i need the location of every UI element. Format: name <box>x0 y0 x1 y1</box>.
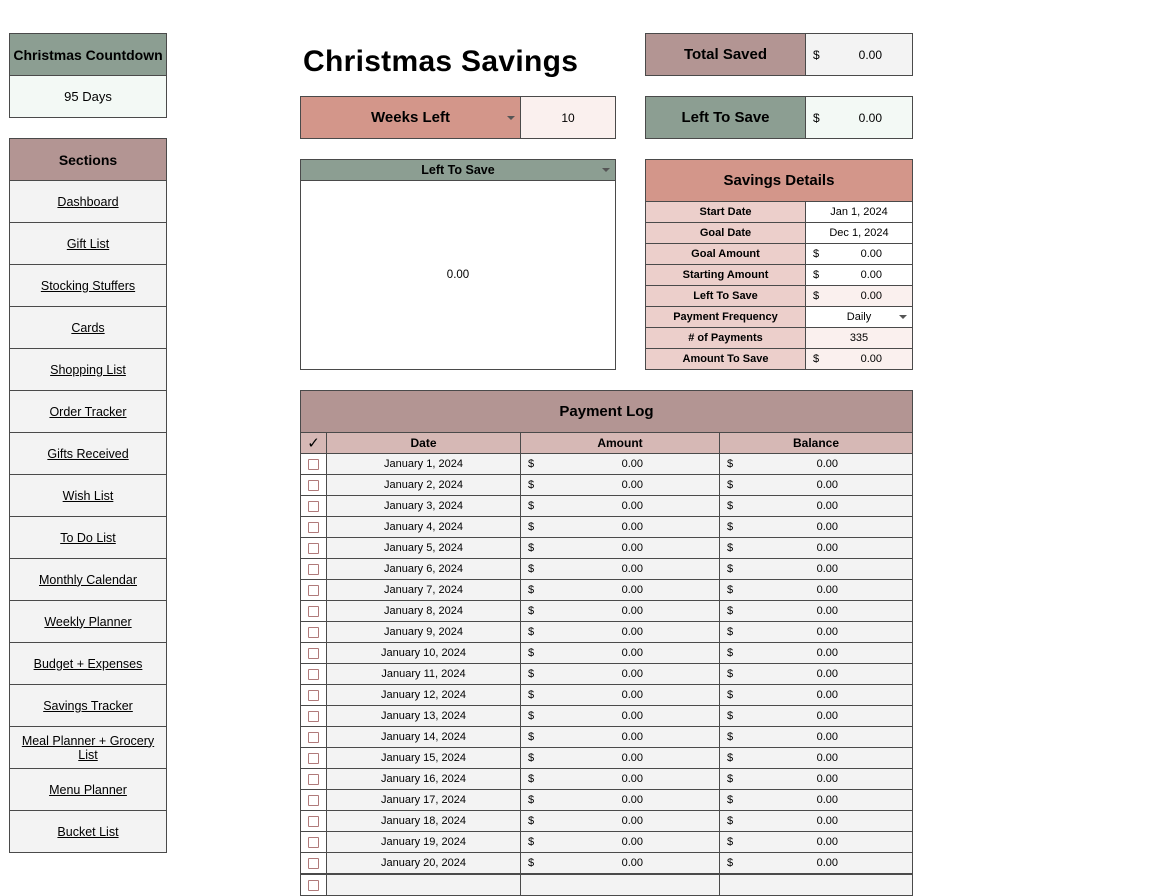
table-row <box>300 831 913 853</box>
nav-link-wish-list[interactable]: Wish List <box>9 474 167 517</box>
currency-symbol: $ <box>813 353 820 365</box>
balance-value: 0.00 <box>816 731 838 743</box>
currency-symbol: $ <box>727 605 734 617</box>
nav-link-savings-tracker[interactable]: Savings Tracker <box>9 684 167 727</box>
start-date-value[interactable]: Jan 1, 2024 <box>805 201 913 223</box>
paid-checkbox-cell[interactable] <box>300 453 327 475</box>
table-row <box>300 852 913 874</box>
nav-link-gift-list[interactable]: Gift List <box>9 222 167 265</box>
nav-link-shopping-list[interactable]: Shopping List <box>9 348 167 391</box>
paid-checkbox-cell[interactable] <box>300 495 327 517</box>
payment-date <box>326 874 521 896</box>
amount-to-save-value <box>805 348 913 370</box>
paid-checkbox-cell[interactable] <box>300 768 327 790</box>
payment-balance <box>719 852 913 874</box>
table-row <box>300 516 913 538</box>
currency-symbol: $ <box>813 269 820 281</box>
payment-amount[interactable] <box>520 831 720 853</box>
chart-value-label: 0.00 <box>446 269 470 281</box>
currency-symbol: $ <box>528 479 535 491</box>
payment-date: January 19, 2024 <box>326 831 521 853</box>
chart-metric-select[interactable] <box>300 159 616 181</box>
payment-amount[interactable] <box>520 495 720 517</box>
checkbox-icon[interactable] <box>308 880 319 891</box>
paid-checkbox-cell[interactable] <box>300 558 327 580</box>
table-row <box>300 663 913 685</box>
payment-balance <box>719 726 913 748</box>
chart-metric-label: Left To Save <box>421 163 495 177</box>
payment-date: January 18, 2024 <box>326 810 521 832</box>
amount-value: 0.00 <box>621 668 643 680</box>
nav-link-to-do-list[interactable]: To Do List <box>9 516 167 559</box>
paid-checkbox-cell[interactable] <box>300 874 327 896</box>
payment-date: January 6, 2024 <box>326 558 521 580</box>
weeks-left-value: 10 <box>520 96 616 139</box>
nav-link-cards[interactable]: Cards <box>9 306 167 349</box>
payment-balance <box>719 516 913 538</box>
balance-value: 0.00 <box>816 857 838 869</box>
nav-link-budget-expenses[interactable]: Budget + Expenses <box>9 642 167 685</box>
currency-symbol: $ <box>528 689 535 701</box>
payment-balance <box>719 810 913 832</box>
currency-symbol: $ <box>727 689 734 701</box>
table-row <box>300 705 913 727</box>
paid-checkbox-cell[interactable] <box>300 474 327 496</box>
countdown-value: 95 Days <box>9 75 167 118</box>
checkbox-icon[interactable] <box>308 690 319 701</box>
starting-amount-value[interactable] <box>805 264 913 286</box>
currency-symbol: $ <box>528 857 535 869</box>
balance-value: 0.00 <box>816 689 838 701</box>
total-saved-value <box>805 33 913 76</box>
goal-date-value[interactable]: Dec 1, 2024 <box>805 222 913 244</box>
page-title: Christmas Savings <box>303 45 579 78</box>
payment-balance <box>719 831 913 853</box>
paid-checkbox-cell[interactable] <box>300 810 327 832</box>
paid-checkbox-cell[interactable] <box>300 516 327 538</box>
balance-value: 0.00 <box>816 521 838 533</box>
currency-symbol: $ <box>727 521 734 533</box>
currency-symbol: $ <box>727 773 734 785</box>
payment-amount[interactable] <box>520 516 720 538</box>
payment-amount[interactable] <box>520 747 720 769</box>
detail-label: Payment Frequency <box>645 306 806 328</box>
currency-symbol: $ <box>813 110 820 125</box>
checkbox-icon[interactable] <box>308 585 319 596</box>
nav-link-dashboard[interactable]: Dashboard <box>9 180 167 223</box>
checkbox-icon[interactable] <box>308 816 319 827</box>
checkbox-icon[interactable] <box>308 669 319 680</box>
payment-date: January 7, 2024 <box>326 579 521 601</box>
currency-symbol: $ <box>727 794 734 806</box>
table-row <box>300 684 913 706</box>
payment-amount[interactable] <box>520 768 720 790</box>
payment-date: January 13, 2024 <box>326 705 521 727</box>
currency-symbol: $ <box>528 731 535 743</box>
currency-symbol: $ <box>528 836 535 848</box>
amount-value: 0.00 <box>621 605 643 617</box>
checkbox-icon[interactable] <box>308 606 319 617</box>
payment-log-title: Payment Log <box>300 390 913 433</box>
currency-symbol: $ <box>528 773 535 785</box>
paid-checkbox-cell[interactable] <box>300 579 327 601</box>
checkbox-icon[interactable] <box>308 837 319 848</box>
currency-symbol: $ <box>727 500 734 512</box>
amount-value: 0.00 <box>621 647 643 659</box>
balance-value: 0.00 <box>816 710 838 722</box>
payment-date: January 4, 2024 <box>326 516 521 538</box>
currency-symbol: $ <box>528 542 535 554</box>
payment-balance <box>719 684 913 706</box>
date-column-header: Date <box>326 432 521 454</box>
amount-value: 0.00 <box>621 458 643 470</box>
payment-balance <box>719 874 913 896</box>
balance-value: 0.00 <box>816 752 838 764</box>
payment-date: January 5, 2024 <box>326 537 521 559</box>
nav-link-menu-planner[interactable]: Menu Planner <box>9 768 167 811</box>
currency-symbol: $ <box>727 647 734 659</box>
table-row <box>300 747 913 769</box>
currency-symbol: $ <box>528 521 535 533</box>
payment-balance <box>719 495 913 517</box>
currency-symbol: $ <box>528 605 535 617</box>
paid-checkbox-cell[interactable] <box>300 747 327 769</box>
detail-label: Left To Save <box>645 285 806 307</box>
checkbox-icon[interactable] <box>308 648 319 659</box>
currency-symbol: $ <box>528 794 535 806</box>
balance-value: 0.00 <box>816 668 838 680</box>
amount-value: 0.00 <box>621 794 643 806</box>
balance-value: 0.00 <box>816 458 838 470</box>
payment-date: January 9, 2024 <box>326 621 521 643</box>
payment-date: January 11, 2024 <box>326 663 521 685</box>
payment-frequency-select[interactable] <box>805 306 913 328</box>
payment-balance <box>719 789 913 811</box>
table-row <box>300 537 913 559</box>
paid-checkbox-cell[interactable] <box>300 789 327 811</box>
payment-amount[interactable] <box>520 789 720 811</box>
balance-value: 0.00 <box>816 542 838 554</box>
payment-date: January 20, 2024 <box>326 852 521 874</box>
countdown-title: Christmas Countdown <box>9 33 167 76</box>
table-row <box>300 621 913 643</box>
payment-balance <box>719 579 913 601</box>
table-row <box>300 453 913 475</box>
detail-label: Starting Amount <box>645 264 806 286</box>
table-row <box>300 810 913 832</box>
detail-left-to-save: 0.00 <box>860 290 882 302</box>
detail-label: Amount To Save <box>645 348 806 370</box>
currency-symbol: $ <box>813 290 820 302</box>
payment-balance <box>719 747 913 769</box>
table-row <box>300 474 913 496</box>
currency-symbol: $ <box>528 500 535 512</box>
balance-value: 0.00 <box>816 605 838 617</box>
balance-value: 0.00 <box>816 626 838 638</box>
currency-symbol: $ <box>727 815 734 827</box>
balance-value: 0.00 <box>816 794 838 806</box>
amount-value: 0.00 <box>621 731 643 743</box>
payment-balance <box>719 537 913 559</box>
currency-symbol: $ <box>727 857 734 869</box>
currency-symbol: $ <box>727 458 734 470</box>
paid-checkbox-cell[interactable] <box>300 642 327 664</box>
amount-column-header: Amount <box>520 432 720 454</box>
checkbox-icon[interactable] <box>308 543 319 554</box>
chart-area <box>300 180 616 370</box>
payment-amount[interactable] <box>520 810 720 832</box>
sections-title: Sections <box>9 138 167 181</box>
checkbox-icon[interactable] <box>308 732 319 743</box>
currency-symbol: $ <box>727 584 734 596</box>
payment-date: January 8, 2024 <box>326 600 521 622</box>
amount-value: 0.00 <box>621 710 643 722</box>
table-row <box>300 642 913 664</box>
total-saved-label: Total Saved <box>645 33 806 76</box>
detail-label: Goal Date <box>645 222 806 244</box>
payment-amount[interactable] <box>520 453 720 475</box>
amount-value: 0.00 <box>621 773 643 785</box>
payment-amount[interactable] <box>520 705 720 727</box>
paid-checkbox-cell[interactable] <box>300 663 327 685</box>
detail-label: # of Payments <box>645 327 806 349</box>
payment-amount[interactable] <box>520 621 720 643</box>
checkbox-icon[interactable] <box>308 564 319 575</box>
payment-date: January 10, 2024 <box>326 642 521 664</box>
amount-value: 0.00 <box>621 542 643 554</box>
payment-date: January 17, 2024 <box>326 789 521 811</box>
checkbox-icon[interactable] <box>308 774 319 785</box>
currency-symbol: $ <box>727 731 734 743</box>
payment-balance <box>719 474 913 496</box>
checkbox-icon[interactable] <box>308 795 319 806</box>
amount-value: 0.00 <box>621 815 643 827</box>
table-row <box>300 874 913 896</box>
payment-date: January 3, 2024 <box>326 495 521 517</box>
table-row <box>300 495 913 517</box>
left-to-save-label: Left To Save <box>645 96 806 139</box>
paid-checkbox-cell[interactable] <box>300 600 327 622</box>
balance-value: 0.00 <box>816 584 838 596</box>
currency-symbol: $ <box>528 752 535 764</box>
currency-symbol: $ <box>727 626 734 638</box>
payment-balance <box>719 558 913 580</box>
table-row <box>300 600 913 622</box>
dropdown-arrow-icon[interactable] <box>507 116 515 120</box>
balance-value: 0.00 <box>816 479 838 491</box>
table-row <box>300 726 913 748</box>
currency-symbol: $ <box>727 479 734 491</box>
currency-symbol: $ <box>528 458 535 470</box>
balance-value: 0.00 <box>816 836 838 848</box>
checkbox-icon[interactable] <box>308 627 319 638</box>
total-saved-amount: 0.00 <box>858 47 882 62</box>
amount-value: 0.00 <box>621 689 643 701</box>
left-to-save-value <box>805 96 913 139</box>
paid-checkbox-cell[interactable] <box>300 705 327 727</box>
currency-symbol: $ <box>727 542 734 554</box>
payment-amount[interactable] <box>520 600 720 622</box>
weeks-left-select[interactable] <box>300 96 521 139</box>
goal-amount-value[interactable] <box>805 243 913 265</box>
nav-link-weekly-planner[interactable]: Weekly Planner <box>9 600 167 643</box>
nav-link-stocking-stuffers[interactable]: Stocking Stuffers <box>9 264 167 307</box>
paid-checkbox-cell[interactable] <box>300 726 327 748</box>
payment-balance <box>719 621 913 643</box>
detail-label: Start Date <box>645 201 806 223</box>
currency-symbol: $ <box>727 563 734 575</box>
nav-link-bucket-list[interactable]: Bucket List <box>9 810 167 853</box>
dropdown-arrow-icon[interactable] <box>602 168 610 172</box>
nav-link-order-tracker[interactable]: Order Tracker <box>9 390 167 433</box>
currency-symbol: $ <box>528 710 535 722</box>
goal-amount: 0.00 <box>860 248 882 260</box>
payment-date: January 12, 2024 <box>326 684 521 706</box>
detail-label: Goal Amount <box>645 243 806 265</box>
left-to-save-amount: 0.00 <box>858 110 882 125</box>
checkbox-icon[interactable] <box>308 753 319 764</box>
table-row <box>300 768 913 790</box>
payment-balance <box>719 663 913 685</box>
balance-column-header: Balance <box>719 432 913 454</box>
currency-symbol: $ <box>813 248 820 260</box>
currency-symbol: $ <box>528 626 535 638</box>
payment-date: January 2, 2024 <box>326 474 521 496</box>
checkbox-icon[interactable] <box>308 711 319 722</box>
currency-symbol: $ <box>528 563 535 575</box>
balance-value: 0.00 <box>816 563 838 575</box>
amount-value: 0.00 <box>621 857 643 869</box>
currency-symbol: $ <box>528 647 535 659</box>
checkbox-icon[interactable] <box>308 459 319 470</box>
payment-amount[interactable] <box>520 642 720 664</box>
payment-date: January 16, 2024 <box>326 768 521 790</box>
currency-symbol: $ <box>727 836 734 848</box>
checkbox-icon[interactable] <box>308 522 319 533</box>
checkbox-icon[interactable] <box>308 501 319 512</box>
paid-checkbox-cell[interactable] <box>300 831 327 853</box>
amount-to-save: 0.00 <box>860 353 882 365</box>
payment-amount[interactable] <box>520 684 720 706</box>
currency-symbol: $ <box>528 584 535 596</box>
balance-value: 0.00 <box>816 647 838 659</box>
detail-left-to-save-value <box>805 285 913 307</box>
payment-balance <box>719 705 913 727</box>
weeks-left-label: Weeks Left <box>371 109 450 126</box>
paid-checkbox-cell[interactable] <box>300 621 327 643</box>
payment-amount[interactable] <box>520 474 720 496</box>
payment-frequency-value: Daily <box>846 311 872 323</box>
balance-value: 0.00 <box>816 773 838 785</box>
payment-amount[interactable] <box>520 579 720 601</box>
currency-symbol: $ <box>528 668 535 680</box>
amount-value: 0.00 <box>621 626 643 638</box>
currency-symbol: $ <box>727 710 734 722</box>
payment-amount[interactable] <box>520 852 720 874</box>
currency-symbol: $ <box>528 815 535 827</box>
payment-amount[interactable] <box>520 558 720 580</box>
paid-checkbox-cell[interactable] <box>300 684 327 706</box>
nav-link-monthly-calendar[interactable]: Monthly Calendar <box>9 558 167 601</box>
table-row <box>300 558 913 580</box>
payment-amount[interactable] <box>520 663 720 685</box>
payment-amount[interactable] <box>520 537 720 559</box>
payment-balance <box>719 453 913 475</box>
currency-symbol: $ <box>727 668 734 680</box>
check-column-header: ✓ <box>300 432 327 454</box>
currency-symbol: $ <box>727 752 734 764</box>
amount-value: 0.00 <box>621 500 643 512</box>
amount-value: 0.00 <box>621 521 643 533</box>
currency-symbol: $ <box>813 47 820 62</box>
num-payments-value: 335 <box>805 327 913 349</box>
savings-details-title: Savings Details <box>645 159 913 202</box>
payment-balance <box>719 768 913 790</box>
payment-balance <box>719 600 913 622</box>
payment-balance <box>719 642 913 664</box>
nav-link-meal-planner[interactable]: Meal Planner + Grocery List <box>9 726 167 769</box>
checkbox-icon[interactable] <box>308 858 319 869</box>
payment-amount[interactable] <box>520 726 720 748</box>
payment-date: January 1, 2024 <box>326 453 521 475</box>
balance-value: 0.00 <box>816 500 838 512</box>
starting-amount: 0.00 <box>860 269 882 281</box>
balance-value: 0.00 <box>816 815 838 827</box>
paid-checkbox-cell[interactable] <box>300 537 327 559</box>
amount-value: 0.00 <box>621 752 643 764</box>
amount-value: 0.00 <box>621 563 643 575</box>
payment-date: January 15, 2024 <box>326 747 521 769</box>
table-row <box>300 789 913 811</box>
amount-value: 0.00 <box>621 584 643 596</box>
checkbox-icon[interactable] <box>308 480 319 491</box>
payment-date: January 14, 2024 <box>326 726 521 748</box>
amount-value: 0.00 <box>621 479 643 491</box>
table-row <box>300 579 913 601</box>
nav-link-gifts-received[interactable]: Gifts Received <box>9 432 167 475</box>
dropdown-arrow-icon[interactable] <box>899 315 907 319</box>
payment-amount[interactable] <box>520 874 720 896</box>
amount-value: 0.00 <box>621 836 643 848</box>
paid-checkbox-cell[interactable] <box>300 852 327 874</box>
